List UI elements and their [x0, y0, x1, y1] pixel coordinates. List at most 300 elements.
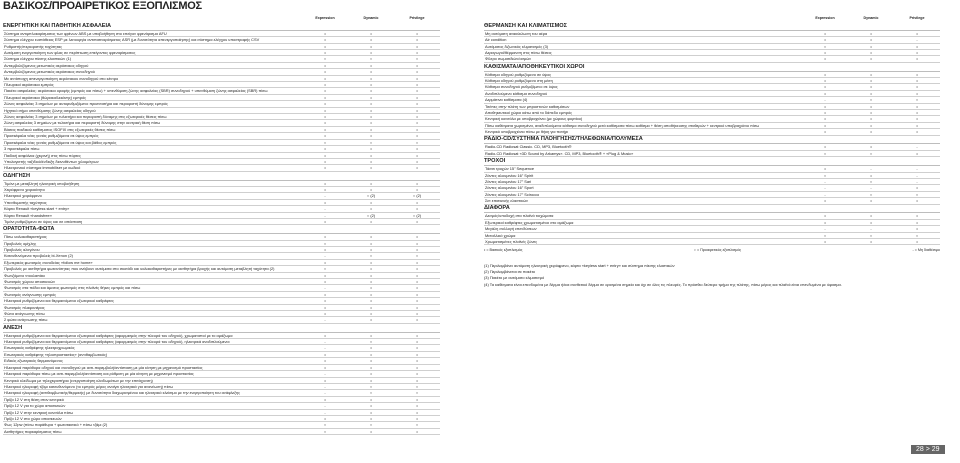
section-title: ΚΑΘΙΣΜΑΤΑ/ΑΠΟΘΗΚΕΥΤΙΚΟΙ ΧΩΡΟΙ	[484, 64, 940, 72]
availability-privilege: •	[416, 101, 418, 107]
feature-label: Κατευθυνόμενοι προβολείς bi-Xenon (2)	[4, 253, 73, 259]
availability-expression: -	[824, 178, 826, 184]
availability-expression: -	[324, 206, 326, 212]
availability-dynamic: •	[370, 75, 372, 81]
availability-privilege: -	[916, 37, 918, 43]
availability-expression: •	[824, 144, 826, 150]
feature-label: Φίλτρο σωματιδιών/οσμών	[485, 56, 532, 62]
availability-expression: •	[324, 291, 326, 297]
feature-label: Αποθηκευτικοί χώροι κάτω από το δάπεδο εμπρός	[485, 110, 573, 116]
availability-privilege: -	[916, 144, 918, 150]
availability-privilege: •	[416, 371, 418, 377]
availability-expression: -	[324, 253, 326, 259]
availability-dynamic: •	[870, 129, 872, 135]
availability-dynamic: •	[370, 62, 372, 68]
feature-label: Προσκέφαλα νέας γενιάς ρυθμιζόμενα σε ύψος εμπρός	[4, 133, 99, 139]
feature-label: Κάθισμα συνοδηγού ρυθμιζόμενο σε ύψος	[485, 84, 558, 90]
availability-privilege: •	[416, 82, 418, 88]
availability-privilege: •	[416, 75, 418, 81]
availability-privilege: •	[416, 304, 418, 310]
availability-privilege: •	[916, 198, 918, 204]
availability-dynamic: •	[370, 82, 372, 88]
availability-dynamic: •	[370, 409, 372, 415]
availability-privilege: •	[416, 285, 418, 291]
availability-expression: -	[824, 226, 826, 232]
feature-label: 3 προσκέφαλα πίσω	[4, 146, 40, 152]
feature-label: Ηχητικό σήμα υπενθύμισης ζώνης ασφαλείας οδηγού	[4, 107, 96, 113]
availability-expression: •	[324, 30, 326, 36]
availability-dynamic: •	[370, 37, 372, 43]
feature-label: Φωτισμός στα πόδια και άμεσος φωτισμός στις πλαϊνές θήκες εμπρός και πίσω	[4, 285, 141, 291]
feature-label: Φωτισμός πλαφονιέρας	[4, 304, 45, 310]
feature-label: Πλευρικοί αερόσακοι εμπρός	[4, 82, 54, 88]
feature-label: Τιμόνι με μεταβλητή ηλεκτρική υποβοήθηση	[4, 180, 80, 186]
availability-privilege: •	[416, 332, 418, 338]
availability-expression: -	[324, 409, 326, 415]
feature-label: Ηλεκτρικά παράθυρα πίσω με αντι-παρεμβολή/αντίσταση και ρύθμιση με μία κίνηση με μηχανισμό προστασίας	[4, 371, 194, 377]
availability-expression: •	[324, 311, 326, 317]
availability-dynamic: •	[370, 371, 372, 377]
availability-privilege: •	[916, 129, 918, 135]
availability-dynamic: •	[870, 56, 872, 62]
availability-expression: ○	[323, 240, 327, 246]
availability-dynamic: ○	[869, 150, 873, 156]
availability-dynamic: ○	[369, 383, 373, 389]
availability-expression: •	[824, 71, 826, 77]
availability-privilege: •	[416, 186, 418, 192]
table-row	[3, 317, 440, 323]
section-title: ΕΝΕΡΓΗΤΙΚΗ ΚΑΙ ΠΑΘΗΤΙΚΗ ΑΣΦΑΛΕΙΑ	[3, 23, 440, 31]
availability-privilege: •	[916, 84, 918, 90]
availability-privilege: •	[916, 122, 918, 128]
availability-privilege: ○ (2)	[412, 193, 422, 199]
feature-label: Τάσσι τροχών 15" Sequence	[485, 166, 535, 172]
availability-expression: ○	[323, 139, 327, 145]
feature-label: Φωτισμός ανάγνωσης εμπρός	[4, 291, 57, 297]
feature-label: Ηλεκτρικά ρυθμιζόμενοι και θερμαινόμενοι εξωτερικοί καθρέφτες	[4, 298, 114, 304]
availability-dynamic: •	[370, 304, 372, 310]
feature-label: Φωτισμός χώρου αποσκευών	[4, 279, 56, 285]
col-dynamic: Dynamic	[863, 16, 879, 20]
availability-privilege: •	[416, 88, 418, 94]
availability-privilege: •	[416, 311, 418, 317]
availability-privilege: •	[416, 272, 418, 278]
availability-privilege: •	[416, 50, 418, 56]
availability-expression: •	[824, 56, 826, 62]
availability-expression: •	[824, 213, 826, 219]
availability-privilege: •	[416, 396, 418, 402]
availability-dynamic: •	[370, 311, 372, 317]
availability-expression: -	[324, 285, 326, 291]
footnote: (1) Περιλαμβάνει αυτόματη ηλεκτρική χειρόφρενο, κάρτα «keyless start + entry» και σύστημα πίεσης ελαστικών	[484, 263, 675, 268]
availability-dynamic: •	[370, 285, 372, 291]
availability-dynamic: •	[370, 158, 372, 164]
availability-expression: ○	[323, 428, 327, 434]
col-expression: Expression	[315, 16, 335, 20]
availability-expression: ○	[323, 422, 327, 428]
availability-privilege: •	[416, 403, 418, 409]
feature-label: Ζάντες αλουμινίου 17" Scirocco	[485, 191, 540, 197]
availability-expression: •	[324, 351, 326, 357]
availability-dynamic: ○	[869, 191, 873, 197]
availability-expression: •	[324, 377, 326, 383]
availability-expression: ○	[823, 172, 827, 178]
availability-expression: •	[824, 122, 826, 128]
availability-expression: -	[824, 191, 826, 197]
availability-privilege: •	[416, 266, 418, 272]
table-row	[3, 165, 440, 171]
availability-privilege: •	[416, 152, 418, 158]
availability-privilege: •	[916, 185, 918, 191]
availability-privilege: •	[416, 114, 418, 120]
availability-privilege: ○	[415, 56, 419, 62]
availability-expression: •	[324, 37, 326, 43]
availability-dynamic: ○	[869, 97, 873, 103]
availability-privilege: •	[416, 180, 418, 186]
availability-privilege: •	[416, 298, 418, 304]
table-row	[484, 56, 940, 62]
availability-dynamic: •	[370, 218, 372, 224]
availability-expression: •	[324, 152, 326, 158]
feature-label: Ηλεκτρικό ηλιοροφή (αντιθαμβωτικής/θερμικής) με δυνατότητα διαχωρισμένου και ηλεκτρικό κλείσιμο με την ενεργοποίηση του ανάφλεξης	[4, 390, 241, 396]
availability-expression: •	[324, 75, 326, 81]
availability-privilege: •	[416, 377, 418, 383]
availability-privilege: •	[916, 116, 918, 122]
availability-privilege: •	[916, 219, 918, 225]
availability-dynamic: ○	[369, 339, 373, 345]
availability-dynamic: •	[870, 110, 872, 116]
availability-expression: •	[324, 396, 326, 402]
availability-privilege: •	[416, 158, 418, 164]
availability-privilege: •	[416, 133, 418, 139]
availability-expression: ○	[823, 232, 827, 238]
availability-privilege: •	[416, 351, 418, 357]
feature-label: Εσωτερικός καθρέφτης «ηλιοπροστασίας» (αντιθαμβωτικός)	[4, 351, 108, 357]
availability-expression: •	[824, 219, 826, 225]
availability-dynamic: •	[370, 133, 372, 139]
availability-privilege: ○	[415, 253, 419, 259]
availability-privilege: •	[416, 291, 418, 297]
availability-privilege: •	[916, 90, 918, 96]
feature-label: Ζάντες αλουμινίου 16" Sport	[485, 185, 534, 191]
col-privilege: Privilege	[909, 16, 925, 20]
feature-label: Πρίζα 12 V στην κεντρική κονσόλα πίσω	[4, 409, 74, 415]
availability-expression: •	[324, 133, 326, 139]
availability-privilege: •	[416, 428, 418, 434]
feature-label: Δεσμός/υποδοχή στα πλαϊνά τοιχώματα	[485, 213, 554, 219]
col-expression: Expression	[815, 16, 835, 20]
availability-expression: •	[324, 50, 326, 56]
availability-dynamic: •	[870, 103, 872, 109]
feature-label: Πρίζα 12 V στη θέση στον κεντρικό	[4, 396, 64, 402]
availability-expression: •	[824, 116, 826, 122]
availability-dynamic: •	[370, 345, 372, 351]
feature-label: Χειρόφρενο χειροκίνητο	[4, 186, 45, 192]
column-header	[484, 14, 940, 22]
section-title: ΟΡΑΤΟΤΗΤΑ-ΦΩΤΑ	[3, 226, 440, 234]
feature-label: Μεγάλη συλλογή επενδύσεων	[485, 226, 537, 232]
availability-dynamic: •	[870, 37, 872, 43]
feature-label: Κεντρικό υποβραχιόνιο πίσω με θήκη για ποτήρι	[485, 129, 569, 135]
availability-dynamic: •	[370, 266, 372, 272]
footnote: (2) Περιλαμβάνεται σε πακέτο	[484, 269, 536, 275]
availability-privilege: •	[416, 409, 418, 415]
availability-dynamic: •	[870, 219, 872, 225]
availability-privilege: ○	[915, 97, 919, 103]
feature-label: Κάθισμα οδηγού ρυθμιζόμενο στη μέση	[485, 78, 553, 84]
availability-dynamic: •	[370, 107, 372, 113]
availability-expression: •	[324, 186, 326, 192]
availability-expression: •	[324, 107, 326, 113]
section-title: ΟΔΗΓΗΣΗ	[3, 173, 440, 181]
availability-expression: •	[824, 78, 826, 84]
availability-dynamic: •	[870, 144, 872, 150]
availability-privilege: •	[916, 213, 918, 219]
availability-expression: •	[824, 84, 826, 90]
feature-label: Ηλεκτρικά ρυθμιζόμενοι και θερμαινόμενοι εξωτερικοί καθρέφτες (αφορμισμός στην πλευρά του οδηγού), χρωματιστοί με το αμάξωμα	[4, 332, 233, 338]
feature-label: Αναδιπλούμενο κάθισμα συνοδηγού	[485, 90, 548, 96]
availability-dynamic: •	[870, 122, 872, 128]
availability-expression: -	[324, 371, 326, 377]
availability-expression: •	[324, 43, 326, 49]
availability-dynamic: •	[370, 364, 372, 370]
availability-expression: •	[324, 158, 326, 164]
feature-label: Εξωτερικός φωτισμός συνοδείας «follow me home»	[4, 259, 93, 265]
feature-label: Τιμόνι ρυθμιζόμενο σε ύψος και σε απόσταση	[4, 218, 83, 224]
availability-expression: •	[324, 332, 326, 338]
table-row	[3, 219, 440, 225]
availability-expression: •	[324, 114, 326, 120]
availability-dynamic: •	[370, 114, 372, 120]
feature-label: Ρυθμιστής/περιοριστής ταχύτητας	[4, 43, 63, 49]
feature-label: Air condition	[485, 37, 507, 43]
availability-privilege: •	[416, 126, 418, 132]
feature-label: Ζώνες ασφαλείας 3 σημείων με τυλικτήρα και περιοριστή δύναμης στις εξωτερικές θέσεις πίσω	[4, 114, 167, 120]
availability-dynamic: •	[870, 198, 872, 204]
availability-expression: •	[824, 129, 826, 135]
availability-dynamic: •	[870, 71, 872, 77]
availability-expression: ○	[823, 43, 827, 49]
availability-privilege: •	[416, 345, 418, 351]
availability-privilege: •	[416, 94, 418, 100]
feature-label: Μη αυτόματη ανακύκλωση του αέρα	[485, 30, 548, 36]
availability-expression: -	[324, 403, 326, 409]
availability-dynamic: •	[370, 146, 372, 152]
availability-dynamic: •	[370, 69, 372, 75]
availability-expression: •	[324, 120, 326, 126]
feature-label: Πρίζα 12 V για το χώρο αποσκευών	[4, 403, 66, 409]
availability-expression: •	[324, 246, 326, 252]
availability-expression: •	[324, 234, 326, 240]
right-column	[484, 14, 940, 245]
availability-dynamic: •	[870, 78, 872, 84]
table-row	[484, 239, 940, 245]
availability-expression: •	[324, 272, 326, 278]
availability-expression: -	[324, 383, 326, 389]
availability-dynamic: •	[870, 84, 872, 90]
availability-privilege: •	[416, 218, 418, 224]
feature-label: Φωτιζόμενο ντουλαπάκι	[4, 272, 45, 278]
feature-label: Ζώνη ασφαλείας 3 σημείων με τυλικτήρα και περιοριστή δύναμης στην κεντρική θέση πίσω	[4, 120, 161, 126]
availability-privilege: •	[416, 43, 418, 49]
availability-expression: •	[324, 259, 326, 265]
availability-expression: -	[324, 339, 326, 345]
feature-label: Radio-CD Radiosat Classic. CD, MP3, Bluetooth®	[485, 144, 572, 150]
right-table	[484, 23, 940, 246]
feature-label: Κεντρικό κλείδωμα με τηλεχειριστήριο (ενεργοποίηση κλειδωμάτων με την επιτάχυνση)	[4, 377, 153, 383]
feature-label: Δερμάτινα καθίσματα (4)	[485, 97, 528, 103]
availability-privilege: •	[416, 30, 418, 36]
availability-expression: -	[324, 345, 326, 351]
availability-expression: •	[824, 50, 826, 56]
availability-privilege: -	[916, 178, 918, 184]
availability-expression: ○	[323, 56, 327, 62]
availability-dynamic: •	[370, 403, 372, 409]
availability-dynamic: •	[370, 428, 372, 434]
availability-privilege: •	[916, 71, 918, 77]
availability-dynamic: •	[370, 396, 372, 402]
legend-optional: ○ = Προαιρετικός εξοπλισμός	[693, 248, 742, 252]
availability-dynamic: •	[370, 377, 372, 383]
availability-dynamic: ○	[369, 422, 373, 428]
availability-dynamic: •	[370, 298, 372, 304]
footnote: (4) Τα καθίσματα είναι επενδυμένα με δέρμα ή/και συνθετικό δέρμα σε ορισμένα σημεία και όχι σε όλες τις πλευρές. Το πρόσθιο δεύτερο τμήμα της πλάτης, πίσω μέρος και πλαϊνά είναι επενδυμένα με ύφασμα.	[484, 281, 842, 287]
availability-dynamic: •	[370, 415, 372, 421]
availability-privilege: •	[416, 240, 418, 246]
feature-label: Ζώνες ασφαλείας 3 σημείων με αυτορυθμιζόμενο προεντατήρα και περιοριστή δύναμης εμπρός	[4, 101, 168, 107]
feature-label: Εσωτερικός καθρέφτης ηλεκτροχρωμικός	[4, 345, 75, 351]
availability-expression: •	[824, 110, 826, 116]
availability-expression: •	[824, 198, 826, 204]
availability-expression: •	[324, 364, 326, 370]
left-column	[3, 14, 440, 435]
availability-privilege: ○	[915, 232, 919, 238]
availability-dynamic: ○ (2)	[366, 212, 376, 218]
availability-expression: -	[324, 193, 326, 199]
page-title: ΒΑΣΙΚΟΣ/ΠΡΟΑΙΡΕΤΙΚΟΣ ΕΞΟΠΛΙΣΜΟΣ	[3, 0, 202, 12]
availability-dynamic: •	[370, 317, 372, 323]
feature-label: Φως 12pw (πίσω παράθυρα + φωτοτακτικό + πίσω τζάμι (2)	[4, 422, 108, 428]
availability-privilege: •	[416, 339, 418, 345]
availability-dynamic: •	[370, 206, 372, 212]
availability-privilege: -	[916, 172, 918, 178]
feature-label: Σύστημα ελέγχου ευστάθειας ESP με λειτουργία αντιπατιναρίσματος ASR (με δυνατότητα απενεργοποίησης) και σύστημα ελέγχου υποστροφής CSV	[4, 37, 260, 43]
feature-label: Αντιεμβολιζόμενος μετωπικός αερόσακος συνοδηγού	[4, 69, 95, 75]
availability-expression: •	[324, 126, 326, 132]
availability-expression: •	[824, 37, 826, 43]
availability-privilege: ○	[415, 422, 419, 428]
feature-label: Κάρτα Renault «keyless start + entry»	[4, 206, 70, 212]
availability-privilege: ○	[415, 390, 419, 396]
availability-expression: -	[324, 212, 326, 218]
availability-expression: •	[324, 165, 326, 171]
availability-expression: •	[324, 358, 326, 364]
availability-expression: •	[324, 146, 326, 152]
feature-label: Αεραγωγοί/θέρμανση στις πίσω θέσεις	[485, 50, 552, 56]
availability-dynamic: •	[370, 50, 372, 56]
feature-label: Τσέπες στην πλάτη των μπροστινών καθισμάτων	[485, 103, 570, 109]
feature-label: Σετ επισκευής ελαστικών	[485, 198, 528, 204]
availability-dynamic: •	[370, 186, 372, 192]
availability-privilege: •	[916, 238, 918, 244]
availability-dynamic: •	[370, 30, 372, 36]
feature-label: Αυτόματη ενεργοποίηση των φλας σε περίπτωση επείγοντος φρεναρίσματος	[4, 50, 136, 56]
availability-dynamic: •	[370, 101, 372, 107]
feature-label: Αντιεμβολιζόμενος μετωπικός αερόσακος οδηγού	[4, 62, 89, 68]
feature-label: Ηλεκτρικό χειρόφρενο	[4, 193, 42, 199]
availability-privilege: •	[416, 206, 418, 212]
feature-label: Σύστημα αντιμπλοκαρίσματος των φρένων ABS με υποβοήθηση στο επείγον φρενάρισμα AFU	[4, 30, 167, 36]
legend-na: - = Μη διαθέσιμο	[912, 248, 940, 252]
feature-label: Αυτόματος διζωνικός κλιματισμός (3)	[485, 43, 549, 49]
availability-privilege: •	[416, 364, 418, 370]
availability-dynamic: ○ (2)	[366, 193, 376, 199]
availability-expression: •	[824, 166, 826, 172]
feature-label: Ηλεκτρικά ρυθμιζόμενοι και θερμαινόμενοι εξωτερικοί καθρέφτες (αφορμισμός στην πλευρά του οδηγού), ηλεκτρικά αναδιπλούμενοι	[4, 339, 230, 345]
feature-label: Σύστημα ελέγχου πίεσης ελαστικών (1)	[4, 56, 72, 62]
feature-label: Πίσω καθίσματα χωρισμένα, αναδιπλούμενα κάθισμα συνοδηγού μετά καθίσματα πίσω καθίσμα + θέση αποθήκευσης σταθερών + κεντρικό υποβραχιόνιο πίσω	[485, 122, 760, 128]
left-table	[3, 23, 440, 435]
availability-expression: •	[324, 82, 326, 88]
availability-expression: •	[324, 218, 326, 224]
availability-dynamic: •	[870, 90, 872, 96]
feature-label: Κάρτα Renault «handsfree»	[4, 212, 52, 218]
availability-expression: •	[324, 69, 326, 75]
feature-label: Προβολείς με αισθητήρα φωτεινότητας που ανάβουν αυτόματα στο σκοτάδι και υαλοκαθαριστήρες με αισθητήρα βροχής και αυτόματη μεταβλητή ταχύτητα (2)	[4, 266, 275, 272]
availability-privilege: •	[416, 259, 418, 265]
availability-dynamic: •	[370, 259, 372, 265]
availability-privilege: -	[916, 166, 918, 172]
feature-label: Πακέτο ασφαλείας: αερόσακοι οροφής (εμπρός και πίσω) + υπενθύμιση ζώνης ασφαλείας (SBR) συνοδηγού + υπενθύμιση ζώνης ασφαλείας (SBR) πίσω	[4, 88, 268, 94]
availability-dynamic: •	[370, 332, 372, 338]
footnote: (3) Πακέτο με αυτόματο κλιματισμό	[484, 275, 545, 281]
availability-expression: •	[324, 298, 326, 304]
availability-privilege: •	[416, 199, 418, 205]
feature-label: Αισθητήρες παρκαρίσματος πίσω	[4, 428, 62, 434]
availability-dynamic: •	[370, 199, 372, 205]
feature-label: Προβολείς αλογόνου	[4, 246, 40, 252]
availability-dynamic: •	[370, 240, 372, 246]
availability-dynamic: •	[870, 172, 872, 178]
availability-dynamic: •	[370, 152, 372, 158]
availability-expression: •	[324, 180, 326, 186]
availability-expression: ○	[823, 150, 827, 156]
availability-dynamic: •	[370, 272, 372, 278]
availability-expression: •	[324, 101, 326, 107]
feature-label: Εξωτερικοί καθρέφτες χρωματισμένοι στο αμάξωμα	[485, 219, 574, 225]
availability-dynamic: •	[370, 180, 372, 186]
section-title: ΤΡΟΧΟΙ	[484, 158, 940, 166]
feature-label: Χρωματισμένες πλαϊνές ζώνες	[485, 238, 538, 244]
availability-privilege: •	[916, 43, 918, 49]
availability-dynamic: •	[870, 43, 872, 49]
section-title: ΘΕΡΜΑΝΣΗ ΚΑΙ ΚΛΙΜΑΤΙΣΜΟΣ	[484, 23, 940, 31]
availability-privilege: •	[916, 56, 918, 62]
feature-label: Ειδικός εξωτερικός θερμαινόμενος	[4, 358, 63, 364]
availability-dynamic: •	[370, 358, 372, 364]
availability-dynamic: •	[870, 30, 872, 36]
feature-label: Υπολογιστής ταξιδιού/ένδειξη διανυθέντων χιλιομέτρων	[4, 158, 99, 164]
availability-dynamic: •	[370, 126, 372, 132]
feature-label: 2 φώτα ανάγνωσης πίσω	[4, 317, 48, 323]
availability-privilege: •	[416, 62, 418, 68]
availability-privilege: •	[916, 110, 918, 116]
availability-privilege: •	[416, 246, 418, 252]
availability-dynamic: ○	[869, 232, 873, 238]
availability-expression: •	[324, 94, 326, 100]
availability-privilege: ○	[415, 139, 419, 145]
availability-dynamic: ○	[369, 390, 373, 396]
